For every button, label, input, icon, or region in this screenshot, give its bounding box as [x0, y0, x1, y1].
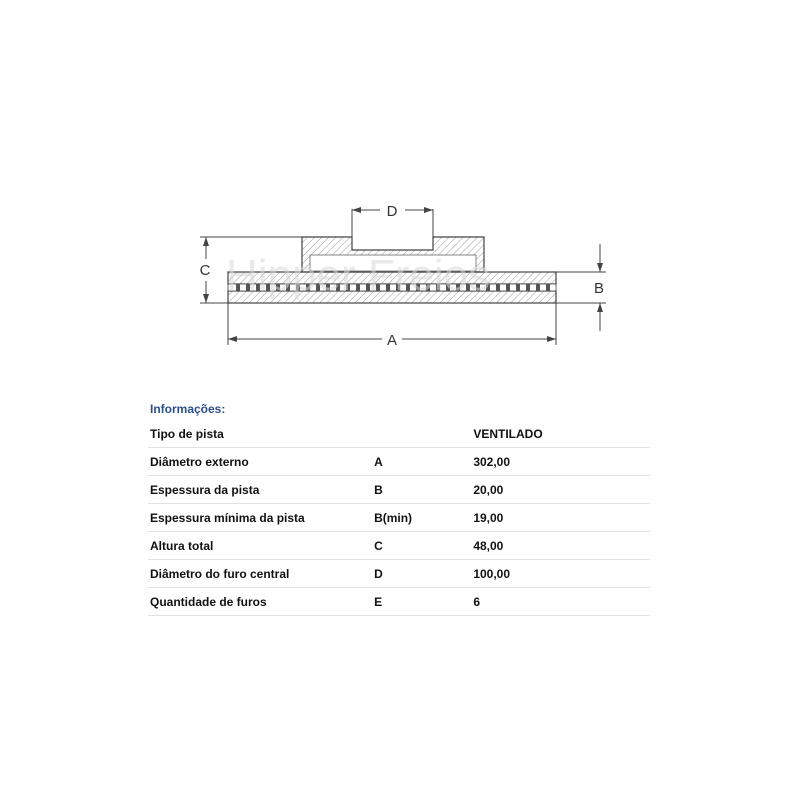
dimension-b: [556, 244, 606, 331]
row-label: Tipo de pista: [148, 420, 372, 448]
vent-fin: [536, 284, 540, 291]
row-label: Diâmetro externo: [148, 448, 372, 476]
info-table: [148, 420, 650, 616]
row-value: 48,00: [471, 532, 650, 560]
vent-fin: [506, 284, 510, 291]
row-label: Espessura da pista: [148, 476, 372, 504]
vent-fin: [546, 284, 550, 291]
table-row: [148, 588, 650, 616]
row-value: VENTILADO: [471, 420, 650, 448]
row-value: 19,00: [471, 504, 650, 532]
info-title: Informações:: [150, 402, 226, 416]
row-label: Altura total: [148, 532, 372, 560]
watermark: Hipper Freios: [226, 251, 491, 300]
table-row: [148, 476, 650, 504]
row-code: B: [372, 476, 471, 504]
vent-fin: [516, 284, 520, 291]
row-value: 20,00: [471, 476, 650, 504]
row-label: Espessura mínima da pista: [148, 504, 372, 532]
dimension-b-label: B: [594, 280, 605, 297]
vent-fin: [496, 284, 500, 291]
dimension-c-label: C: [199, 262, 211, 279]
table-row: [148, 504, 650, 532]
table-row: [148, 448, 650, 476]
row-code: A: [372, 448, 471, 476]
dimension-d-label: D: [386, 203, 398, 220]
row-label: Diâmetro do furo central: [148, 560, 372, 588]
row-label: Quantidade de furos: [148, 588, 372, 616]
row-code: B(min): [372, 504, 471, 532]
row-code: C: [372, 532, 471, 560]
table-row: [148, 532, 650, 560]
row-value: 302,00: [471, 448, 650, 476]
dimension-a: [228, 303, 556, 349]
row-code: [372, 420, 471, 448]
vent-fin: [526, 284, 530, 291]
row-code: E: [372, 588, 471, 616]
row-value: 100,00: [471, 560, 650, 588]
info-section: [148, 400, 650, 616]
row-code: D: [372, 560, 471, 588]
row-value: 6: [471, 588, 650, 616]
dimension-a-label: A: [386, 332, 398, 349]
table-row: [148, 560, 650, 588]
table-row: [148, 420, 650, 448]
dimension-d: [352, 203, 433, 237]
